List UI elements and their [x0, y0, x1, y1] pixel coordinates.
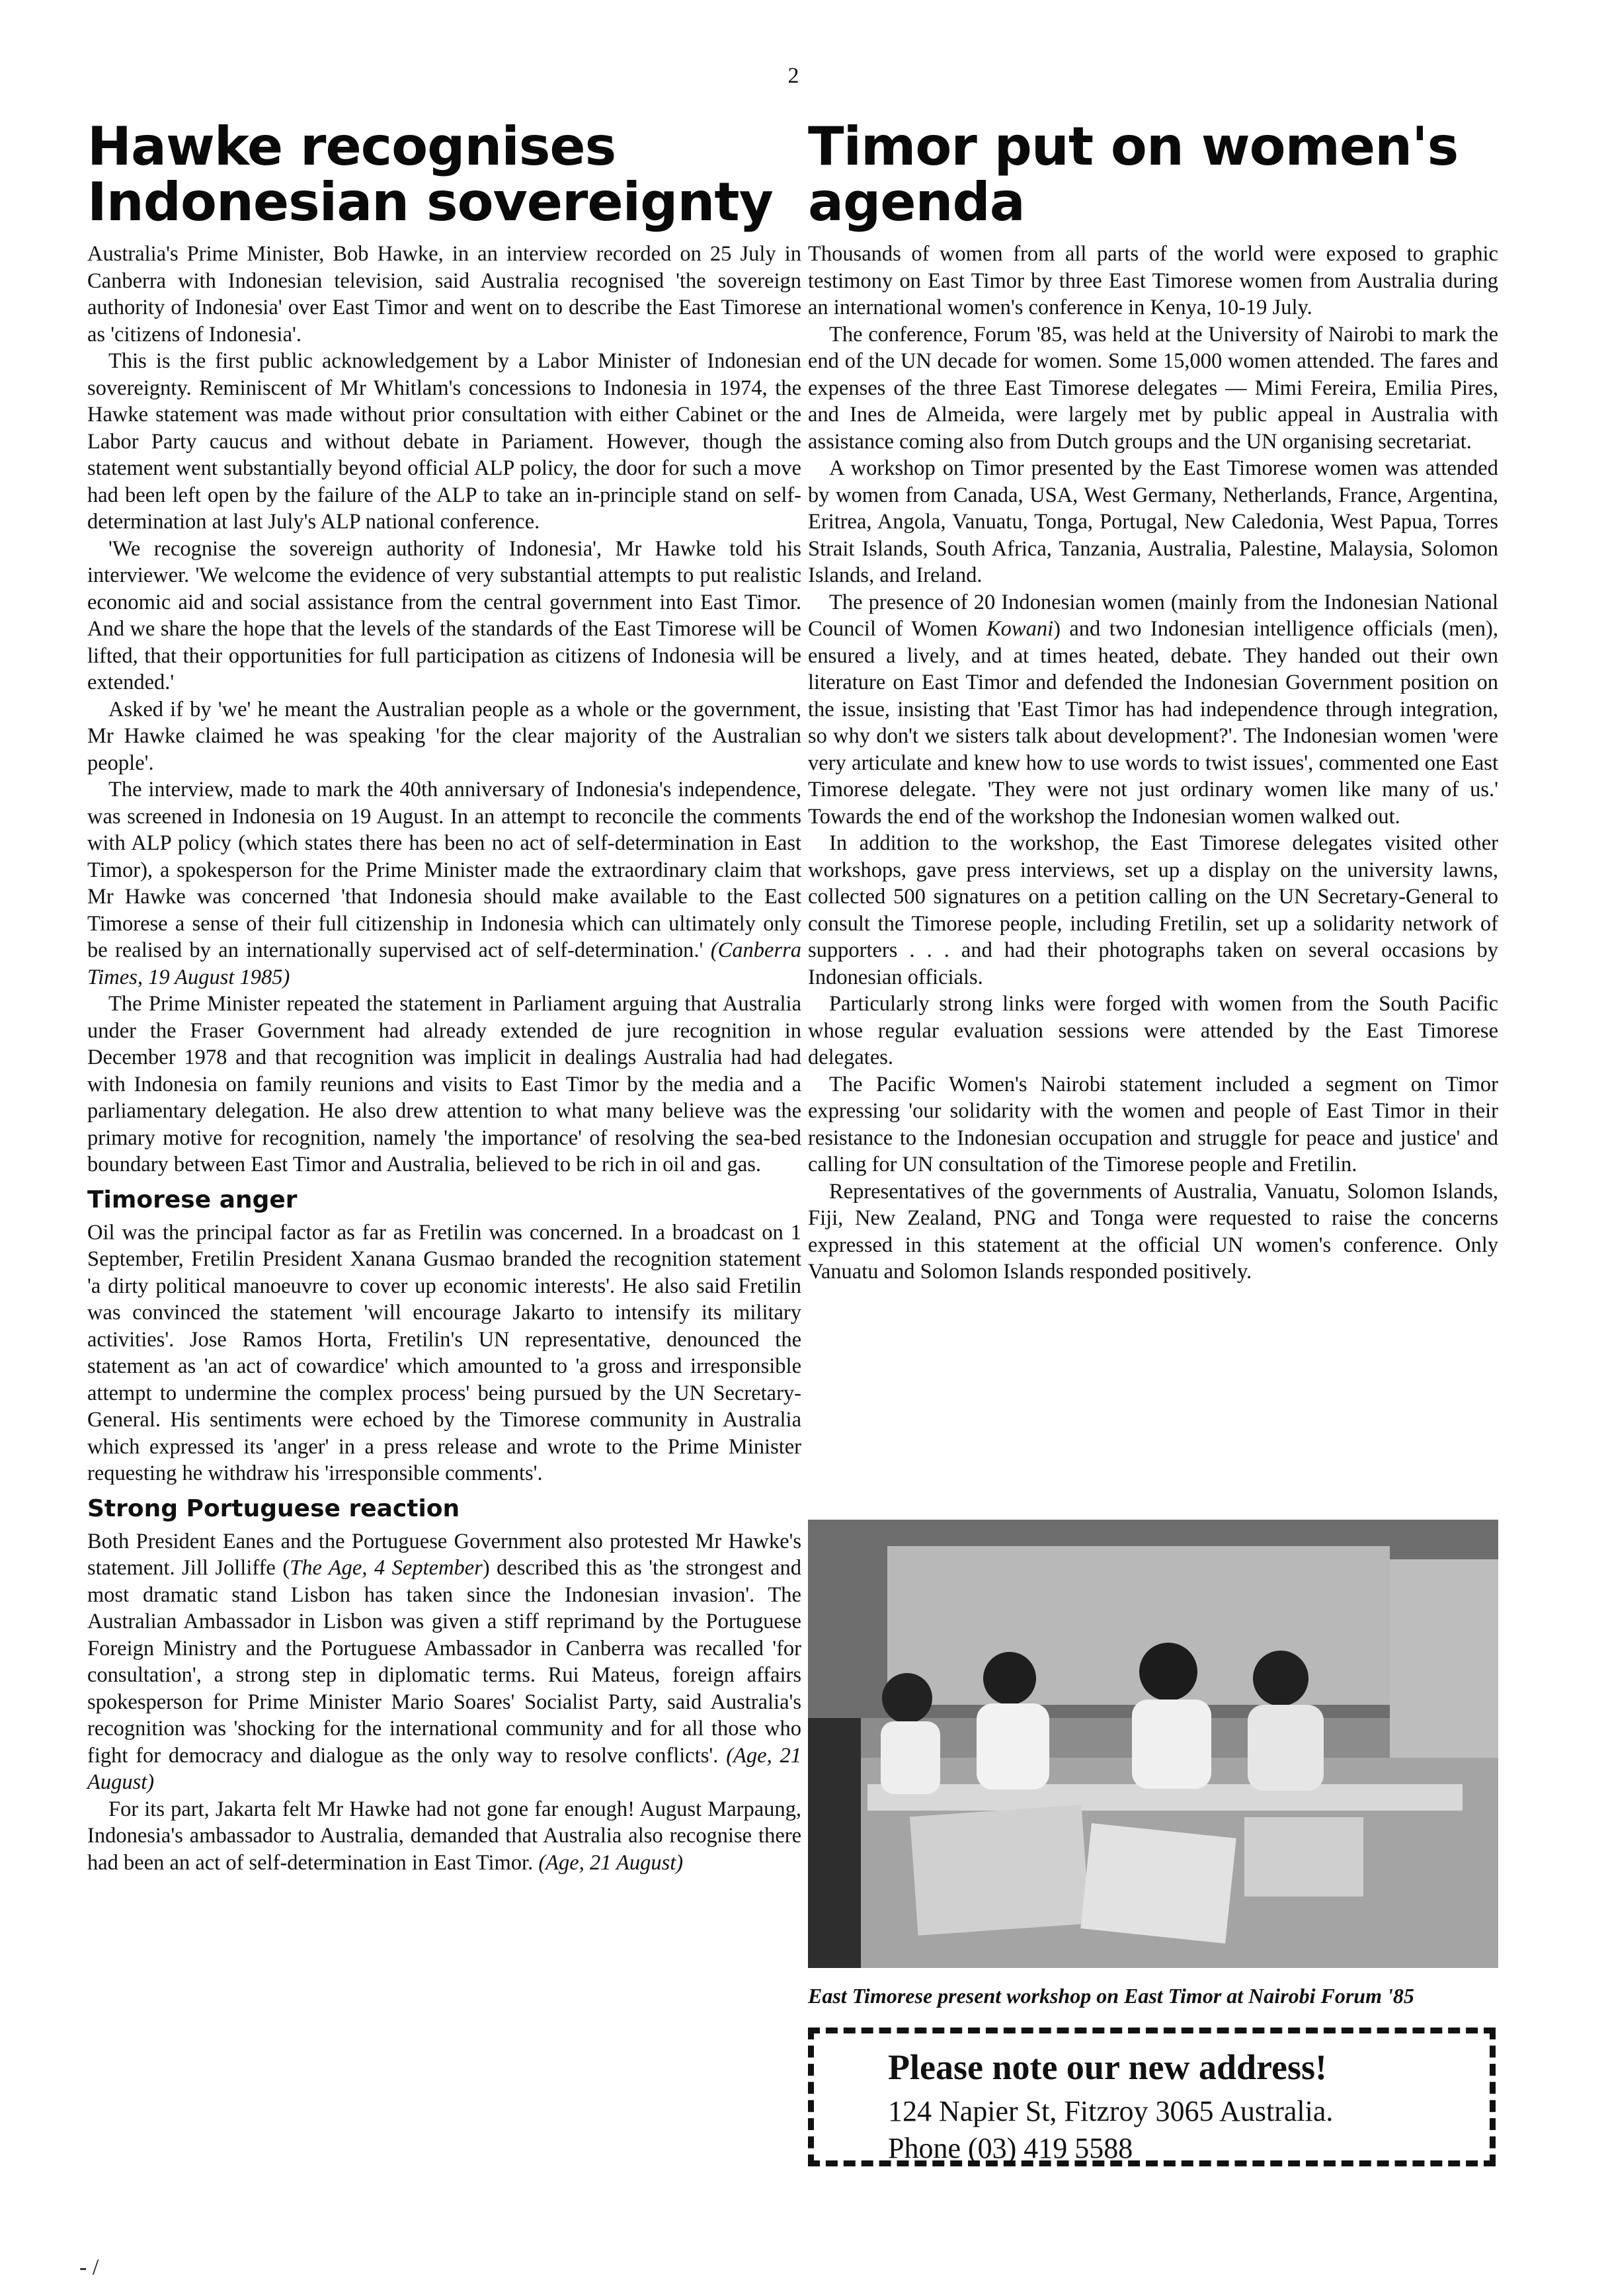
address-notice	[808, 2028, 1496, 2166]
right-paragraph-6: Particularly strong links were forged with women from the South Pacific whose regular evaluation sessions were attended by the East Timorese delegates.	[808, 992, 1498, 1069]
kowani-term: Kowani	[986, 617, 1054, 641]
left-paragraph-9-text: For its part, Jakarta felt Mr Hawke had not gone far enough! August Marpaung, Indonesia's ambassador to Australia, demanded that Australia also recognise there had been an act of self-determination in East Timor.	[87, 1797, 801, 1875]
left-headline-line-2: Indonesian sovereignty	[87, 171, 773, 233]
subhead-portuguese-reaction: Strong Portuguese reaction	[87, 1495, 460, 1522]
citation-the-age: The Age, 4 September	[290, 1556, 483, 1580]
right-article	[808, 106, 1498, 1286]
left-paragraph-4: Asked if by 'we' he meant the Australian people as a whole or the government, Mr Hawke claimed he was speaking 'for the clear majority of the Australian people'.	[87, 697, 801, 775]
right-headline	[808, 116, 1498, 233]
page-number: 2	[787, 63, 799, 88]
left-paragraph-6: The Prime Minister repeated the statement in Parliament arguing that Australia under the Fraser Government had already extended de jure recognition in December 1978 and that recognition was implicit in dealings Australia had had with Indonesia on family reunions and visits to East Timor by the media and a parliamentary delegation. He also drew attention to what many believe was the primary motive for recognition, namely 'the importance' of resolving the sea-bed boundary between East Timor and Australia, believed to be rich in oil and gas.	[87, 992, 801, 1176]
citation-age-2: (Age, 21 August)	[538, 1850, 684, 1875]
workshop-photo-illustration	[808, 1520, 1498, 1968]
left-paragraph-8-text-a: Both President Eanes and the Portuguese Government also protested Mr Hawke's statement. Jill Jolliffe (	[87, 1529, 801, 1580]
right-paragraph-1: Thousands of women from all parts of the world were exposed to graphic testimony on East Timor by three East Timorese women from Australia during an international women's conference in Kenya, 10-19 July.	[808, 242, 1498, 319]
right-paragraph-5: In addition to the workshop, the East Timorese delegates visited other workshops, gave press interviews, set up a display on the university lawns, collected 500 signatures on a petition calling on the UN Secretary-General to consult the Timorese people, including Fretilin, set up a solidarity network of supporters . . . and had their photographs taken on several occasions by Indonesian officials.	[808, 831, 1498, 989]
left-paragraph-1: Australia's Prime Minister, Bob Hawke, in an interview recorded on 25 July in Canberra with Indonesian television, said Australia recognised 'the sovereign authority of Indonesia' over East Timor and went on to describe the East Timorese as 'citizens of Indonesia'.	[87, 242, 801, 347]
right-paragraph-7: The Pacific Women's Nairobi statement included a segment on Timor expressing 'our solidarity with the women and people of East Timor in their resistance to the Indonesian occupation and struggle for peace and justice' and calling for UN consultation of the Timorese people and Fretilin.	[808, 1072, 1498, 1176]
right-paragraph-4-text-a: The presence of 20 Indonesian women (mainly from the Indonesian National Council of Women	[808, 590, 1498, 641]
right-headline-line-1: Timor put on women's	[808, 116, 1459, 177]
citation-canberra-times: (Canberra Times, 19 August 1985)	[87, 938, 802, 989]
right-headline-line-2: agenda	[808, 171, 1025, 233]
left-paragraph-7: Oil was the principal factor as far as Fretilin was concerned. In a broadcast on 1 September, Fretilin President Xanana Gusmao branded the recognition statement 'a dirty political manoeuvre to cover up economic interests'. He also said Fretilin was convinced the statement 'will encourage Jakarto to intensify its military activities'. Jose Ramos Horta, Fretilin's UN representative, denounced the statement as 'an act of cowardice' which amounted to 'a gross and irresponsible attempt to undermine the complex process' being pursued by the UN Secretary-General. His sentiments were echoed by the Timorese community in Australia which expressed its 'anger' in a press release and wrote to the Prime Minister requesting he withdraw his 'irresponsible comments'.	[87, 1220, 801, 1485]
notice-title: Please note our new address!	[888, 2047, 1327, 2087]
timorese-anger-body	[87, 1219, 801, 1487]
left-article-body	[87, 241, 801, 1178]
left-paragraph-3: 'We recognise the sovereign authority of Indonesia', Mr Hawke told his interviewer. 'We welcome the evidence of very substantial attempts to put realistic economic aid and social assistance from the central government into East Timor. And we share the hope that the levels of the standards of the East Timorese will be lifted, that their opportunities for full participation as citizens of Indonesia will be extended.'	[87, 536, 801, 694]
left-paragraph-8-text-b: ) described this as 'the strongest and most dramatic stand Lisbon has taken since the Indonesian invasion'. The Australian Ambassador in Lisbon was given a stiff reprimand by the Portuguese Foreign Ministry and the Portuguese Ambassador in Canberra was recalled 'for consultation', a strong step in diplomatic terms. Rui Mateus, foreign affairs spokesperson for Prime Minister Mario Soares' Socialist Party, said Australia's recognition was 'shocking for the international community and for all those who fight for democracy and dialogue as the only way to resolve conflicts'.	[87, 1556, 801, 1768]
left-paragraph-8	[87, 1528, 801, 1796]
left-paragraph-9	[87, 1796, 801, 1877]
left-headline-line-1: Hawke recognises	[87, 116, 616, 177]
right-article-body	[808, 241, 1498, 1286]
right-paragraph-2: The conference, Forum '85, was held at the University of Nairobi to mark the end of the UN decade for women. Some 15,000 women attended. The fares and expenses of the three East Timorese delegates — Mimi Fereira, Emilia Pires, and Ines de Almeida, were largely met by public appeal in Australia with assistance coming also from Dutch groups and the UN organising secretariat.	[808, 322, 1498, 454]
right-paragraph-4-text-b: ) and two Indonesian intelligence officials (men), ensured a lively, and at times heated, debate. They handed out their own literature on East Timor and defended the Indonesian Government position on the issue, insisting that 'East Timor has had independence through integration, so why don't we sisters talk about development?'. The Indonesian women 'were very articulate and knew how to use words to twist issues', commented one East Timorese delegate. 'They were not just ordinary women like many of us.' Towards the end of the workshop the Indonesian women walked out.	[808, 617, 1498, 829]
right-paragraph-8: Representatives of the governments of Australia, Vanuatu, Solomon Islands, Fiji, New Zealand, PNG and Tonga were requested to raise the concerns expressed in this statement at the official UN women's conference. Only Vanuatu and Solomon Islands responded positively.	[808, 1179, 1498, 1284]
right-paragraph-4	[808, 589, 1498, 831]
notice-phone: Phone (03) 419 5588	[888, 2132, 1133, 2164]
left-paragraph-2: This is the first public acknowledgement by a Labor Minister of Indonesian sovereignty. Reminiscent of Mr Whitlam's concessions to Indonesia in 1974, the Hawke statement was made without prior consultation with either Cabinet or the Labor Party caucus and without debate in Pariament. However, though the statement went substantially beyond official ALP policy, the door for such a move had been left open by the failure of the ALP to take an in-principle stand on self-determination at last July's ALP national conference.	[87, 349, 801, 534]
corner-mark: - /	[79, 2255, 99, 2279]
notice-address: 124 Napier St, Fitzroy 3065 Australia.	[888, 2095, 1334, 2127]
left-headline	[87, 116, 801, 233]
subhead-timorese-anger: Timorese anger	[87, 1186, 298, 1213]
right-paragraph-3: A workshop on Timor presented by the East Timorese women was attended by women from Canada, USA, West Germany, Netherlands, France, Argentina, Eritrea, Angola, Vanuatu, Tonga, Portugal, New Caledonia, West Papua, Torres Strait Islands, South Africa, Tanzania, Australia, Palestine, Malaysia, Solomon Islands, and Ireland.	[808, 456, 1498, 587]
photo-caption: East Timorese present workshop on East Timor at Nairobi Forum '85	[808, 1984, 1414, 2008]
left-paragraph-5-text: The interview, made to mark the 40th anniversary of Indonesia's independence, was screened in Indonesia on 19 August. In an attempt to reconcile the comments with ALP policy (which states there has been no act of self-determination in East Timor), a spokesperson for the Prime Minister made the extraordinary claim that Mr Hawke was concerned 'that Indonesia should make available to the East Timorese a sense of their full citizenship in Indonesia which can ultimately only be realised by an internationally supervised act of self-determination.'	[87, 778, 801, 962]
portuguese-reaction-body	[87, 1528, 801, 1877]
left-paragraph-5	[87, 776, 801, 991]
workshop-photo	[808, 1520, 1498, 1968]
left-article	[87, 106, 801, 1876]
citation-age-1: (Age, 21 August)	[87, 1743, 802, 1794]
